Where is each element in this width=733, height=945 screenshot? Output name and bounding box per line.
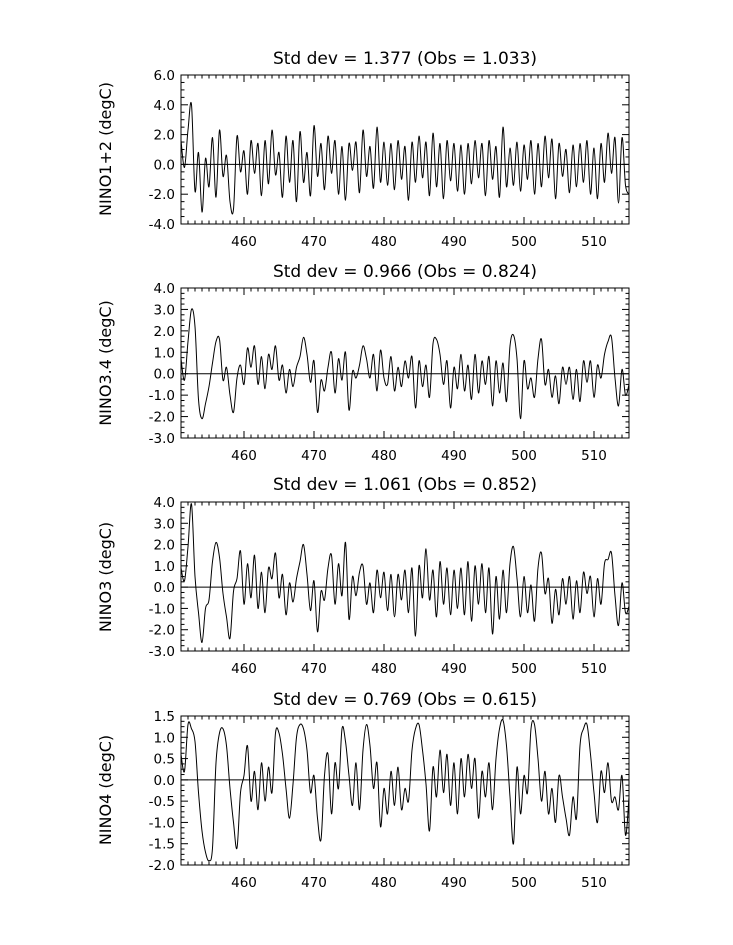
y-axis-label: NINO4 (degC)	[96, 734, 115, 846]
x-tick-label: 500	[511, 234, 537, 250]
y-tick-label: 0.0	[153, 366, 175, 383]
y-tick-label: -2.0	[148, 187, 175, 204]
y-tick-label: -4.0	[148, 217, 175, 233]
y-tick-label: -1.0	[148, 388, 175, 405]
y-tick-label: 2.0	[153, 537, 175, 554]
x-tick-label: 480	[371, 875, 397, 891]
x-tick-label: 470	[301, 875, 327, 891]
y-tick-label: 6.0	[153, 68, 175, 84]
y-tick-label: -0.5	[148, 794, 175, 811]
x-tick-label: 470	[301, 448, 327, 464]
y-tick-label: -1.5	[148, 836, 175, 853]
x-tick-label: 480	[371, 448, 397, 464]
x-tick-label: 490	[441, 448, 467, 464]
y-tick-label: 3.0	[153, 302, 175, 319]
y-axis-label: NINO3.4 (degC)	[96, 300, 115, 426]
x-tick-label: 480	[371, 234, 397, 250]
x-tick-label: 470	[301, 234, 327, 250]
y-tick-label: -1.0	[148, 815, 175, 832]
y-tick-label: 2.0	[153, 127, 175, 144]
y-tick-label: 0.0	[153, 580, 175, 597]
panel-title: Std dev = 0.769 (Obs = 0.615)	[272, 690, 538, 710]
y-tick-label: 4.0	[153, 97, 175, 114]
y-tick-label: 4.0	[153, 495, 175, 511]
y-tick-label: 3.0	[153, 516, 175, 533]
y-tick-label: 1.0	[153, 558, 175, 575]
panel-title: Std dev = 1.061 (Obs = 0.852)	[272, 475, 538, 495]
x-tick-label: 460	[231, 234, 257, 250]
x-tick-label: 480	[371, 661, 397, 677]
x-tick-label: 510	[581, 661, 607, 677]
y-tick-label: 1.5	[153, 709, 175, 725]
y-tick-label: -2.0	[148, 622, 175, 639]
x-tick-label: 460	[231, 661, 257, 677]
x-tick-label: 510	[581, 875, 607, 891]
x-tick-label: 510	[581, 234, 607, 250]
x-tick-label: 500	[511, 661, 537, 677]
panel-title: Std dev = 0.966 (Obs = 0.824)	[272, 262, 538, 282]
x-tick-label: 490	[441, 875, 467, 891]
x-tick-label: 510	[581, 448, 607, 464]
y-tick-label: -2.0	[148, 409, 175, 426]
y-axis-label: NINO3 (degC)	[96, 521, 115, 633]
y-tick-label: 2.0	[153, 323, 175, 340]
y-tick-label: 4.0	[153, 281, 175, 297]
x-tick-label: 490	[441, 661, 467, 677]
x-tick-label: 500	[511, 448, 537, 464]
x-tick-label: 460	[231, 875, 257, 891]
y-axis-label: NINO1+2 (degC)	[96, 82, 115, 216]
x-tick-label: 460	[231, 448, 257, 464]
y-tick-label: 1.0	[153, 730, 175, 747]
x-tick-label: 500	[511, 875, 537, 891]
y-tick-label: 0.0	[153, 157, 175, 174]
y-tick-label: 0.0	[153, 772, 175, 789]
y-tick-label: 0.5	[153, 751, 175, 768]
x-tick-label: 490	[441, 234, 467, 250]
x-tick-label: 470	[301, 661, 327, 677]
y-tick-label: 1.0	[153, 345, 175, 362]
y-tick-label: -3.0	[148, 431, 175, 447]
panel-title: Std dev = 1.377 (Obs = 1.033)	[272, 49, 538, 69]
y-tick-label: -3.0	[148, 644, 175, 660]
y-tick-label: -1.0	[148, 601, 175, 618]
y-tick-label: -2.0	[148, 858, 175, 874]
